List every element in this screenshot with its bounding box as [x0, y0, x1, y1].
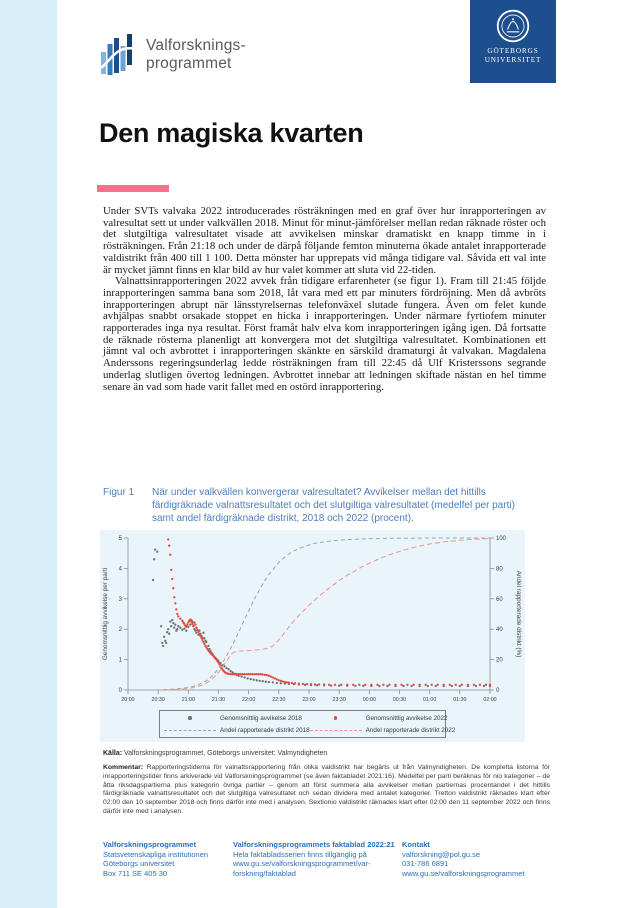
- university-seal-icon: [495, 8, 531, 44]
- figure-label: Figur 1: [103, 487, 135, 498]
- footer-contact-column: [402, 840, 552, 878]
- svg-text:22:30: 22:30: [272, 697, 286, 703]
- svg-text:21:30: 21:30: [211, 697, 226, 703]
- svg-text:40: 40: [496, 627, 503, 634]
- svg-text:22:00: 22:00: [242, 697, 256, 703]
- svg-text:3: 3: [118, 596, 122, 603]
- comment-note: [103, 764, 550, 817]
- svg-text:Andel rapporterade distrikt (%: Andel rapporterade distrikt (%): [515, 570, 522, 658]
- footer-series-url-cont[interactable]: forskning/faktablad: [233, 868, 296, 878]
- svg-text:2: 2: [118, 627, 122, 634]
- paragraph-1: Under SVTs valvaka 2022 introducerades rösträkningen med en graf över hur inrapporteringen av valresultat sett ut under valkvällen 2018. Minut för minut-jämförelser mellan redan räknade röster och det slutgiltiga valresultatet visade att avvikelsen minskar dramatiskt en knapp timme in i rösträkningen. Från 21:18 och under de därpå följande femton minuterna ökade antalet inrapporterade valdistrikt från 400 till 1 100. Detta mönster har upprepats vid många tidigare val. Såvida ett val inte är mycket jämnt finns en klar bild av hur valet kommer att sluta vid 22-tiden.: [103, 205, 546, 276]
- footer-address-column: [103, 840, 233, 878]
- svg-text:0: 0: [118, 688, 122, 694]
- svg-text:20: 20: [496, 657, 503, 664]
- source-label: Källa:: [103, 750, 123, 757]
- body-text: [103, 206, 546, 393]
- footer-col3-title: Kontakt: [402, 840, 430, 849]
- svg-text:60: 60: [496, 596, 503, 603]
- footer-contact-phone: 031-786 6891: [402, 859, 449, 869]
- paragraph-2: Valnattsinrapporteringen 2022 avvek från tidigare erfarenheter (se figur 1). Fram till 21:45 följde inrapporteringen samma bana som 2018, låt vara med ett par minuters fördröjning. Men då avbröts inrapporteringen abrupt när länsstyrelsernas telefonväxel slutade fungera. Även om felet kunde avhjälpas snabbt orsakade stoppet en hicka i inrapporteringen. Under närmare fyrtiofem minuter rapporterades inga nya resultat. Först framåt halv elva kom inrapporteringen igång igen. Då fortsatte de räknade rösterna planenligt att konvergera mot det slutgiltiga valresultatet. Kombinationen ett jämnt val och avbrottet i inrapporteringen skänkte en särskild dramaturgi åt valvakan. Magdalena Anderssons regeringsunderlag ledde rösträkningen fram till 22:45 då Ulf Kristerssons segrande underlag slutligen övertog ledningen. Avbrottet innebar att ledningen skiftade nästan en hel timme senare än vad som hade varit fallet med en ostörd inrapportering.: [103, 275, 546, 393]
- footer-col1-line: Statsvetenskapliga institutionen: [103, 849, 209, 859]
- university-name-line2: UNIVERSITET: [484, 56, 542, 64]
- logo-wordmark-line2: programmet: [146, 55, 232, 72]
- valforskningsprogrammet-logo: [101, 34, 246, 78]
- footer-col2-line: Hela faktabladsserien finns tillgänglig på: [233, 849, 367, 859]
- footer-col1-line: Göteborgs universitet: [103, 859, 175, 869]
- svg-text:23:30: 23:30: [332, 697, 346, 703]
- legend-entry-avvikelse-2022: [310, 713, 456, 723]
- svg-text:23:00: 23:00: [302, 697, 316, 703]
- svg-text:00:30: 00:30: [392, 697, 407, 703]
- footer-col1-title: Valforskningsprogrammet: [103, 840, 196, 849]
- svg-text:01:30: 01:30: [453, 697, 467, 703]
- bar-chart-logo-icon: [101, 34, 135, 78]
- logo-wordmark: [146, 37, 246, 73]
- footer-col2-title: Valforskningsprogrammets faktablad 2022:21: [233, 840, 395, 849]
- legend-label: Genomsnittlig avvikelse 2018: [220, 714, 302, 722]
- svg-text:00:00: 00:00: [362, 697, 376, 703]
- legend-dash-marker-2018: [164, 730, 216, 731]
- svg-text:0: 0: [496, 688, 500, 694]
- legend-dot-marker-2022: [310, 713, 362, 723]
- university-name-line1: GÖTEBORGS: [487, 47, 539, 55]
- chart-plot-area: [100, 530, 525, 704]
- svg-text:80: 80: [496, 566, 503, 573]
- svg-text:5: 5: [118, 536, 122, 542]
- legend-entry-distrikt-2018: [164, 725, 310, 735]
- legend-dash-marker-2022: [310, 730, 362, 731]
- comment-label: Kommentar:: [103, 764, 144, 771]
- legend-dot-marker-2018: [164, 713, 216, 723]
- gothenburg-university-logo: [470, 0, 556, 83]
- footer-series-url[interactable]: www.gu.se/valforskningsprogrammet/var-: [233, 859, 371, 869]
- footer-col1-line: Box 711 SE 405 30: [103, 868, 168, 878]
- legend-entry-avvikelse-2018: [164, 713, 310, 723]
- svg-text:02:00: 02:00: [483, 697, 497, 703]
- svg-text:20:30: 20:30: [151, 697, 165, 703]
- svg-text:21:00: 21:00: [181, 697, 195, 703]
- chart-legend: [159, 710, 456, 738]
- figure-caption-text: När under valkvällen konvergerar valresultatet? Avvikelser mellan det hittills färdigräknade valnattsresultatet och det slutgiltiga valresultatet (medelfel per parti) samt andel färdigräknade distrikt, 2018 och 2022 (procent).: [152, 487, 515, 524]
- footer-contact-url[interactable]: www.gu.se/valforskningsprogrammet: [402, 868, 525, 878]
- svg-text:20:00: 20:00: [121, 697, 135, 703]
- left-accent-strip: [0, 0, 57, 908]
- footer-series-column: [233, 840, 402, 878]
- legend-entry-distrikt-2022: [310, 725, 456, 735]
- title-accent-bar: [97, 185, 169, 192]
- legend-label: Andel rapporterade distrikt 2018: [220, 726, 310, 734]
- svg-text:Genomsnittlig avvikelse per pa: Genomsnittlig avvikelse per parti: [102, 567, 109, 661]
- legend-label: Andel rapporterade distrikt 2022: [365, 726, 456, 734]
- svg-text:100: 100: [496, 536, 507, 542]
- svg-text:01:00: 01:00: [423, 697, 437, 703]
- footer: [103, 840, 552, 878]
- figure-1-chart-panel: [100, 530, 525, 742]
- footer-contact-email[interactable]: valforskning@pol.gu.se: [402, 849, 481, 859]
- page-title: Den magiska kvarten: [99, 118, 364, 148]
- logo-wordmark-line1: Valforsknings-: [146, 37, 246, 54]
- comment-text: Rapporteringstiderna för valnattsrapportering från olika valdistrikt har begärts ut från Valmyndigheten. De kompletta listorna för inrapporteringstider finns arkiverade vid Valforskningsprogrammet (se även faktabladet 2021:16). Medelfel per parti beräknas för nio kategorier – de åtta riksdagspartierna plus kategorin övriga partier – genom att först summera alla avvikelser mellan partiernas procentandel i det hittills färdigräknade valnattsresultatet och det slutgiltiga valresultatet och sedan dividera med antalet kategorier. Tretton valdistrikt räknades klart efter 02:00 den 10 september 2018 och finns därför inte med i analysen. Sextionio valdistrikt räknades klart efter 02:00 den 11 september 2022 och finns därför inte med i analysen.: [103, 764, 550, 815]
- legend-label: Genomsnittlig avvikelse 2022: [365, 714, 448, 722]
- svg-text:4: 4: [118, 566, 122, 573]
- source-text: Valforskningsprogrammet, Göteborgs universitet: Valmyndigheten: [122, 750, 328, 757]
- figure-caption: [103, 486, 535, 525]
- svg-text:1: 1: [118, 657, 122, 664]
- source-note: [103, 749, 546, 758]
